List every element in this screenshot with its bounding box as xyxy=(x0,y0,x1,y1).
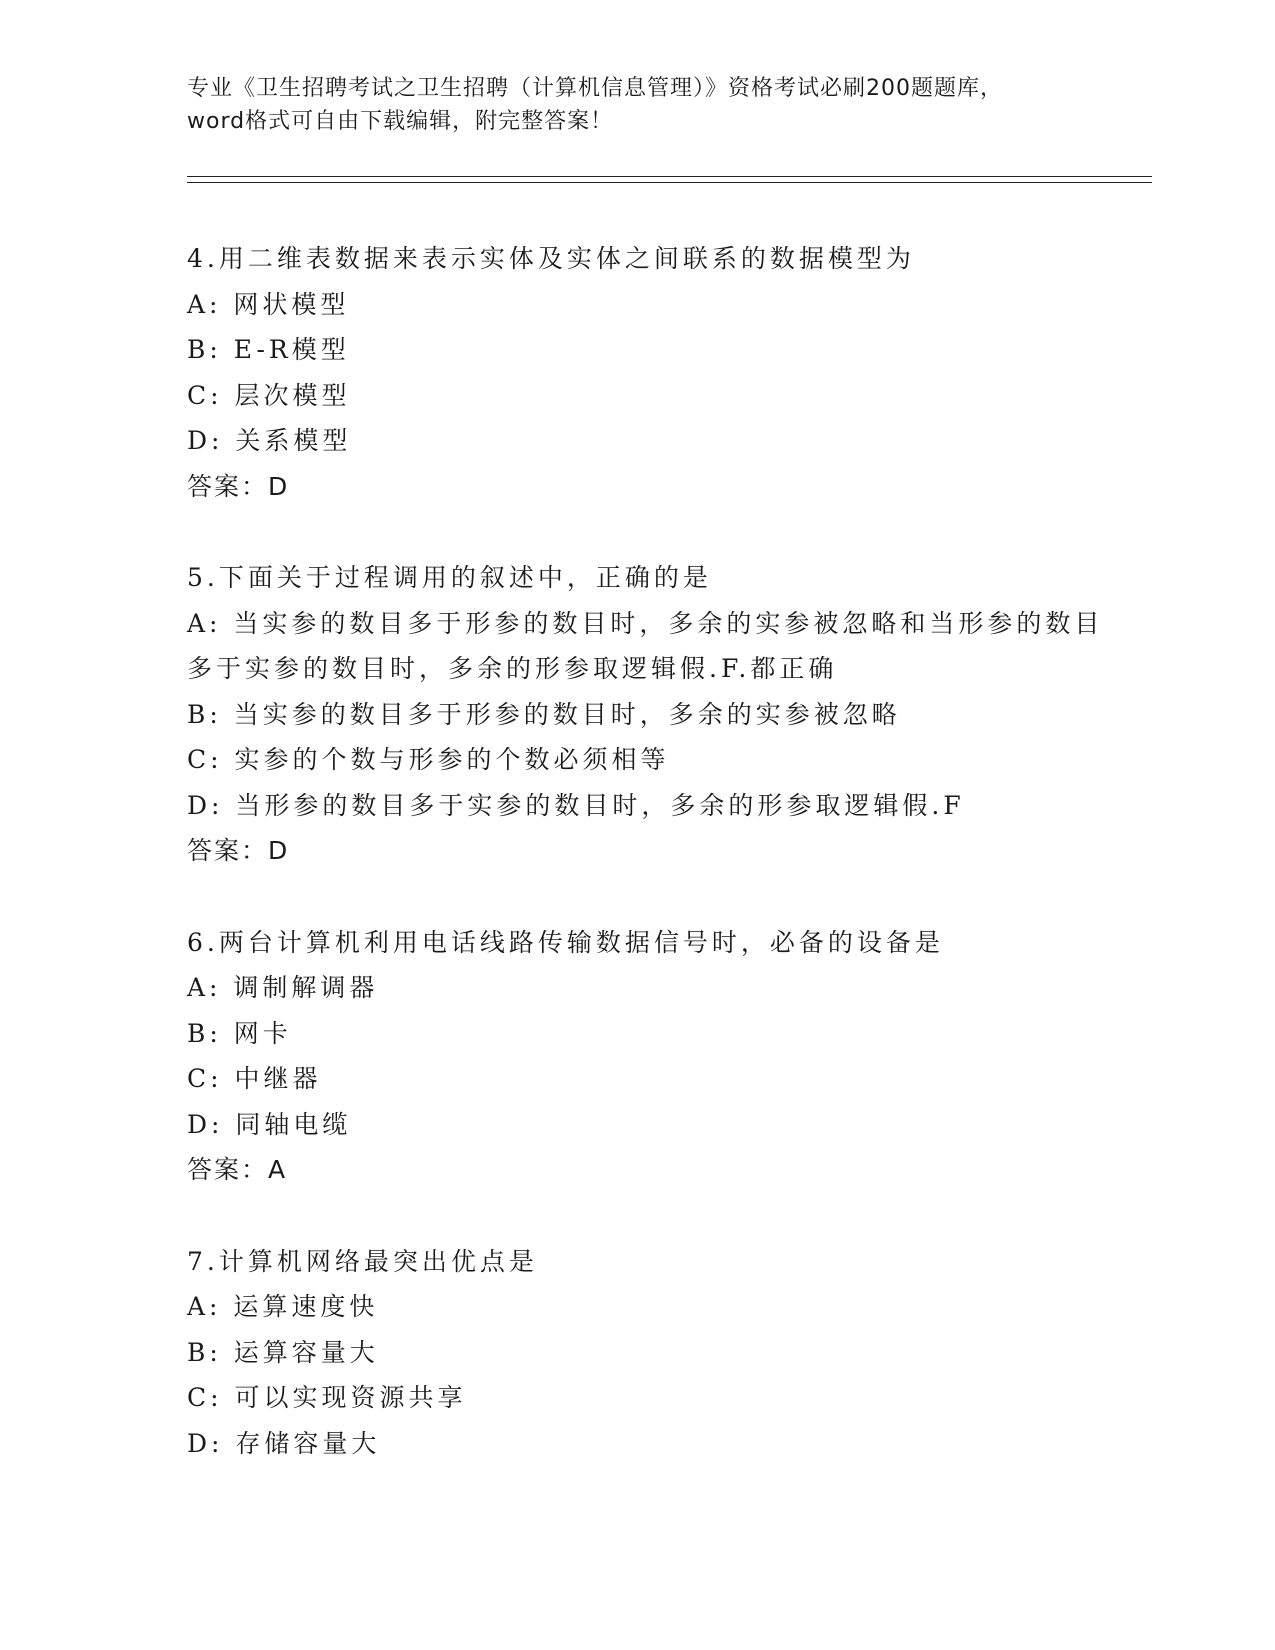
option-b: B: 当实参的数目多于形参的数目时，多余的实参被忽略 xyxy=(187,699,901,729)
option-b: B: 网卡 xyxy=(187,1018,292,1048)
header-divider-top xyxy=(187,176,1152,177)
question-stem: 4.用二维表数据来表示实体及实体之间联系的数据模型为 xyxy=(187,244,915,273)
answer: 答案：A xyxy=(187,1155,288,1184)
option-a: A: 运算速度快 xyxy=(187,1292,379,1321)
option-b: B: E-R模型 xyxy=(187,335,350,364)
header-line-2: word格式可自由下载编辑，附完整答案！ xyxy=(187,109,614,134)
question-5 xyxy=(187,555,1107,874)
option-a: A: 网状模型 xyxy=(187,289,350,319)
answer: 答案：D xyxy=(187,471,290,501)
option-d: D: 同轴电缆 xyxy=(187,1109,352,1139)
option-a: A: 当实参的数目多于形参的数目时，多余的实参被忽略和当形参的数目多于实参的数目时，多余的形参取逻辑假.F.都正确 xyxy=(187,608,1104,683)
option-a: A: 调制解调器 xyxy=(187,973,379,1002)
option-d: D: 当形参的数目多于实参的数目时，多余的形参取逻辑假.F xyxy=(187,790,965,820)
question-list xyxy=(187,236,1107,1512)
option-c: C: 可以实现资源共享 xyxy=(187,1383,467,1412)
option-b: B: 运算容量大 xyxy=(187,1337,379,1367)
option-c: C: 层次模型 xyxy=(187,380,351,410)
question-4 xyxy=(187,236,1107,509)
option-d: D: 存储容量大 xyxy=(187,1428,381,1458)
question-stem: 5.下面关于过程调用的叙述中，正确的是 xyxy=(187,563,712,592)
option-c: C: 实参的个数与形参的个数必须相等 xyxy=(187,745,670,774)
question-6 xyxy=(187,920,1107,1193)
question-stem: 6.两台计算机利用电话线路传输数据信号时，必备的设备是 xyxy=(187,927,944,957)
document-header xyxy=(187,72,1087,138)
header-line-1: 专业《卫生招聘考试之卫生招聘（计算机信息管理）》资格考试必刷200题题库， xyxy=(187,76,1003,101)
question-7 xyxy=(187,1239,1107,1467)
option-c: C: 中继器 xyxy=(187,1064,322,1093)
question-stem: 7.计算机网络最突出优点是 xyxy=(187,1246,538,1276)
answer: 答案：D xyxy=(187,836,290,865)
option-d: D: 关系模型 xyxy=(187,426,352,455)
header-divider-bottom xyxy=(187,182,1152,183)
